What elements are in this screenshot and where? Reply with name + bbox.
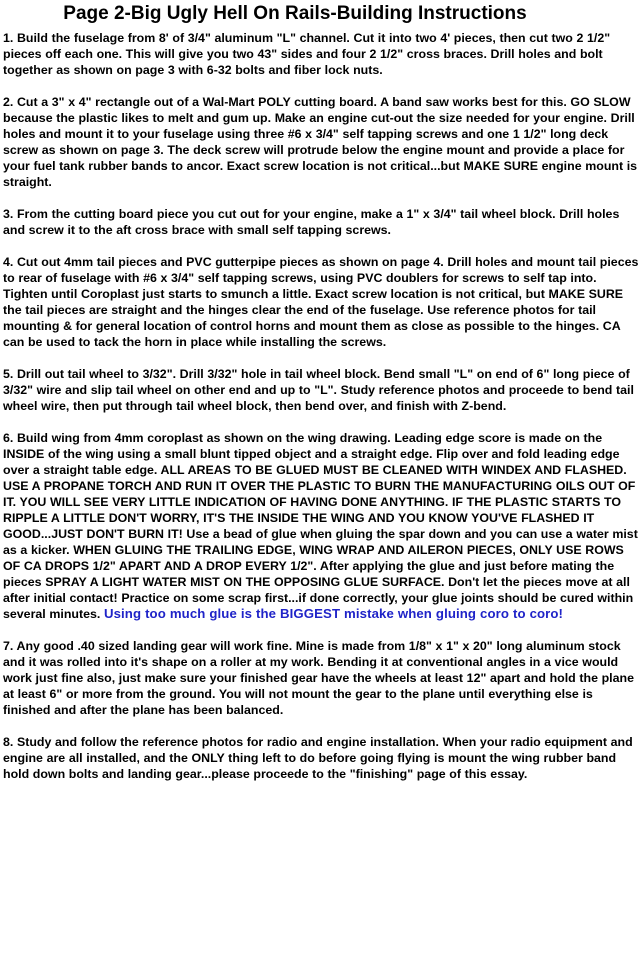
step-1 (3, 30, 640, 78)
step-3 (3, 206, 640, 238)
step-6 (3, 430, 640, 622)
step-3-text: 3. From the cutting board piece you cut out for your engine, make a 1" x 3/4" tail wheel block. Drill holes and screw it to the aft cross brace with small self tapping screws. (3, 207, 620, 237)
step-1-text: 1. Build the fuselage from 8' of 3/4" aluminum "L" channel. Cut it into two 4' pieces, then cut two 2 1/2" pieces off each one. This will give you two 43" sides and four 2 1/2" cross braces. Drill holes and bolt together as shown on page 3 with 6-32 bolts and fiber lock nuts. (3, 31, 611, 77)
step-8-text: 8. Study and follow the reference photos for radio and engine installation. When your radio equipment and engine are all installed, and the ONLY thing left to do before going flying is mount the wing rubber band hold down bolts and landing gear...please proceede to the "finishing" page of this essay. (3, 735, 633, 781)
glue-warning: Using too much glue is the BIGGEST mistake when gluing coro to coro! (103, 606, 564, 621)
step-8 (3, 734, 640, 782)
step-4-text: 4. Cut out 4mm tail pieces and PVC gutterpipe pieces as shown on page 4. Drill holes and mount tail pieces to rear of fuselage with #6 x 3/4" self tapping screws, using PVC doublers for screws to self tap into. Tighten until Coroplast just starts to smunch a little. Exact screw location is not critical, but MAKE SURE the tail pieces are straight and the hinges clear the end of the fuselage. Use reference photos for tail mounting & for general location of control horns and mount them as close as possible to the hinges. CA can be used to tack the horn in place while installing the screws. (3, 255, 639, 349)
step-6-text: 6. Build wing from 4mm coroplast as shown on the wing drawing. Leading edge score is made on the INSIDE of the wing using a small blunt tipped object and a straight edge. Flip over and fold leading edge over a straight table edge. ALL AREAS TO BE GLUED MUST BE CLEANED WITH WINDEX AND FLASHED. USE A PROPANE TORCH AND RUN IT OVER THE PLASTIC TO BURN THE MANUFACTURING OILS OUT OF IT. YOU WILL SEE VERY LITTLE INDICATION OF HAVING DONE ANYTHING. IF THE PLASTIC STARTS TO RIPPLE A LITTLE DON'T WORRY, IT'S THE INSIDE THE WING AND YOU KNOW YOU'VE FLASHED IT GOOD...JUST DON'T BURN IT! Use a bead of glue when gluing the spar down and you can use a water mist as a kicker. WHEN GLUING THE TRAILING EDGE, WING WRAP AND AILERON PIECES, ONLY USE ROWS OF CA DROPS 1/2" APART AND A DROP EVERY 1/2". After applying the glue and just before mating the pieces SPRAY A LIGHT WATER MIST ON THE OPPOSING GLUE SURFACE. Don't let the pieces move at all after initial contact! Practice on some scrap first...if done correctly, your glue joints should be cured within several minutes. (3, 431, 638, 621)
step-2-text: 2. Cut a 3" x 4" rectangle out of a Wal-Mart POLY cutting board. A band saw works best for this. GO SLOW because the plastic likes to melt and gum up. Make an engine cut-out the size needed for your engine. Drill holes and mount it to your fuselage using three #6 x 3/4" self tapping screws and one 1 1/2" long deck screw as shown on page 3. The deck screw will protrude below the engine mount and provide a place for your fuel tank rubber bands to ancor. Exact screw location is not critical...but MAKE SURE engine mount is straight. (3, 95, 638, 189)
step-7 (3, 638, 640, 718)
step-5-text: 5. Drill out tail wheel to 3/32". Drill 3/32" hole in tail wheel block. Bend small "L" on end of 6" long piece of 3/32" wire and slip tail wheel on other end and up to "L". Study reference photos and proceede to bend tail wheel wire, then put through tail wheel block, then bend over, and finish with Z-bend. (3, 367, 634, 413)
instructions-body (3, 30, 640, 798)
step-2 (3, 94, 640, 190)
step-4 (3, 254, 640, 350)
step-5 (3, 366, 640, 414)
step-7-text: 7. Any good .40 sized landing gear will work fine. Mine is made from 1/8" x 1" x 20" long aluminum stock and it was rolled into it's shape on a roller at my work. Bending it at conventional angles in a vice would work just fine also, just make sure your finished gear have the wheels at least 12" apart and hold the plane at least 6" or more from the ground. You will not mount the gear to the plane until everything else is finished and after the plane has been balanced. (3, 639, 634, 717)
page-title: Page 2-Big Ugly Hell On Rails-Building Instructions (63, 3, 527, 24)
